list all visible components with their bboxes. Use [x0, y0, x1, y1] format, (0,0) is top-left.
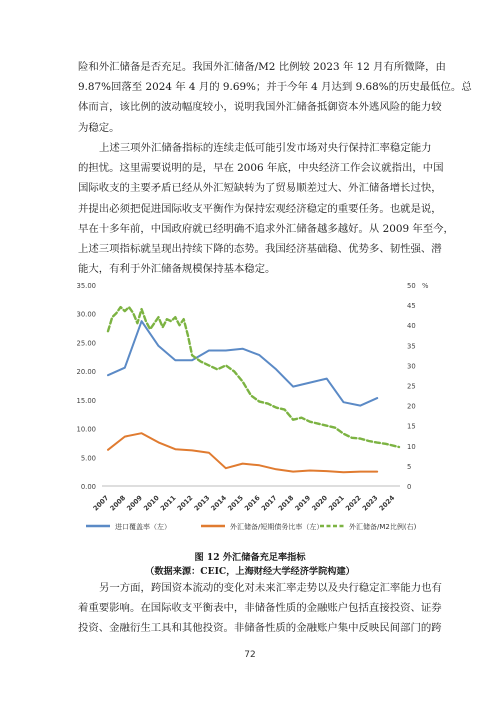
x-tick-label: 2018 [276, 493, 296, 513]
x-tick-label: 2012 [175, 493, 195, 513]
y-left-tick-label: 5.00 [80, 454, 96, 463]
x-tick-label: 2019 [293, 493, 313, 513]
text-line: 险和外汇储备是否充足。我国外汇储备/M2 比例较 2023 年 12 月有所微降，由 [78, 61, 446, 73]
x-tick-label: 2023 [360, 493, 380, 513]
text-line: 并提出必须把促进国际收支平衡作为保持宏观经济稳定的重要任务。也就是说， [78, 202, 442, 215]
x-tick-label: 2015 [226, 493, 245, 513]
text-line: 为稳定。 [78, 121, 120, 134]
paragraph-2 [78, 138, 454, 279]
figure-caption: 图 12 外汇储备充足率指标 [194, 552, 306, 563]
x-tick-label: 2014 [209, 493, 229, 513]
series-line [108, 433, 377, 472]
y-left-tick-label: 10.00 [76, 425, 96, 434]
x-tick-label: 2011 [158, 493, 178, 513]
series-line [108, 307, 399, 447]
y-right-tick-label: 50 [407, 282, 416, 290]
y-right-tick-label: 20 [407, 402, 416, 411]
y-right-tick-label: 15 [407, 422, 416, 431]
text-line: 国际收支的主要矛盾已经从外汇短缺转为了贸易顺差过大、外汇储备增长过快， [78, 182, 442, 195]
x-tick-label: 2020 [310, 493, 329, 513]
x-tick-label: 2008 [108, 493, 128, 513]
text-line: 体而言，该比例的波动幅度较小，说明我国外汇储备抵御资本外逃风险的能力较 [78, 101, 442, 114]
text-line: 的担忧。这里需要说明的是，早在 2006 年底，中央经济工作会议就指出，中国 [78, 162, 444, 175]
x-tick-label: 2017 [259, 493, 279, 513]
text-line: 9.87%回落至 2024 年 4 月的 9.69%；并于今年 4 月达到 9.68%的历史最低位。总 [78, 81, 472, 94]
legend-label: 外汇储备/M2比例(右) [349, 523, 417, 531]
text-line: 早在十多年前，中国政府就已经明确不追求外汇储备越多越好。从 2009 年至今， [78, 222, 454, 235]
y-left-tick-label: 15.00 [76, 396, 96, 405]
y-left-tick-label: 20.00 [76, 368, 96, 377]
series-line [108, 321, 377, 405]
y-right-tick-label: 10 [407, 442, 416, 451]
y-left-tick-label: 30.00 [76, 310, 96, 319]
page-number: 72 [244, 650, 256, 660]
y-left-tick-label: 25.00 [76, 339, 96, 348]
text-line: 上述三项指标就呈现出持续下降的态势。我国经济基础稳、优势多、韧性强、潜 [78, 243, 442, 256]
fx-reserve-adequacy-chart [66, 277, 440, 539]
y-right-unit-label: % [422, 282, 429, 290]
y-left-tick-label: 0.00 [80, 483, 96, 491]
y-right-tick-label: 45 [407, 302, 416, 311]
text-line: 能大，有利于外汇储备规模保持基本稳定。 [78, 263, 276, 276]
x-tick-label: 2007 [91, 493, 111, 513]
paragraph-1 [78, 57, 472, 138]
y-right-tick-label: 35 [407, 342, 416, 351]
paragraph-3 [78, 578, 442, 639]
y-right-tick-label: 30 [407, 362, 416, 371]
figure-source: （数据来源：CEIC，上海财经大学经济学院构建） [145, 566, 355, 577]
x-tick-label: 2022 [344, 493, 363, 513]
y-right-tick-label: 40 [407, 322, 416, 331]
text-line: 着重要影响。在国际收支平衡表中，非储备性质的金融账户包括直接投资、证券 [78, 602, 442, 615]
y-right-tick-label: 5 [407, 462, 412, 471]
y-right-tick-label: 25 [407, 382, 416, 391]
legend-label: 外汇储备/短期债务比率（左） [230, 523, 324, 531]
y-right-tick-label: 0 [407, 483, 412, 491]
x-tick-label: 2010 [142, 493, 161, 513]
y-left-tick-label: 35.00 [76, 282, 96, 290]
x-tick-label: 2024 [377, 493, 397, 513]
text-line: 上述三项外汇储备指标的连续走低可能引发市场对央行保持汇率稳定能力 [99, 142, 432, 154]
x-tick-label: 2013 [192, 493, 212, 513]
x-tick-label: 2021 [327, 493, 346, 513]
text-line: 投资、金融衍生工具和其他投资。非储备性质的金融账户集中反映民间部门的跨 [78, 622, 442, 635]
legend-label: 进口覆盖率（左） [115, 523, 171, 531]
x-tick-label: 2009 [125, 493, 144, 513]
x-tick-label: 2016 [243, 493, 262, 513]
text-line: 另一方面，跨国资本流动的变化对未来汇率走势以及央行稳定汇率能力也有 [99, 582, 442, 594]
